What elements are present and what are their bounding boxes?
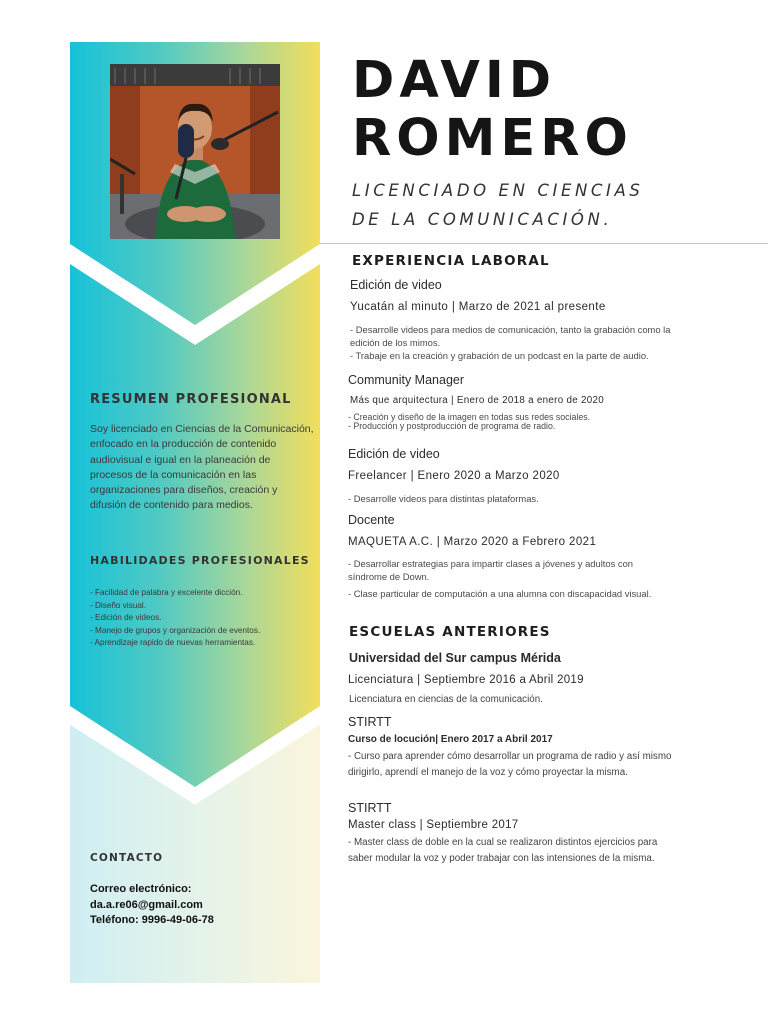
job-detail: - Desarrolle videos para distintas plataformas. xyxy=(348,493,539,504)
school-institution: STIRTT xyxy=(348,715,392,729)
resumen-text: Soy licenciado en Ciencias de la Comunicación, enfocado en la producción de contenido audiovisual e igual en la planeación de procesos de la comunicación en las organizaciones para diseños, creación y difusión de contenido para medios. xyxy=(90,423,314,512)
job-title xyxy=(352,176,643,234)
escuelas-title: ESCUELAS ANTERIORES xyxy=(349,624,551,640)
contacto-email[interactable]: da.a.re06@gmail.com xyxy=(90,898,203,911)
job-org: Yucatán al minuto | Marzo de 2021 al presente xyxy=(350,301,606,313)
header-divider xyxy=(320,243,768,244)
school-program: Licenciatura | Septiembre 2016 a Abril 2019 xyxy=(348,674,584,686)
resumen-title: RESUMEN PROFESIONAL xyxy=(90,392,292,407)
habilidad-item: - Diseño visual. xyxy=(90,600,146,610)
habilidades-title: HABILIDADES PROFESIONALES xyxy=(90,554,310,567)
school-description: - Curso para aprender cómo desarrollar un programa de radio y así mismo dirigirlo, aprendí el manejo de la voz y cómo proyectar la misma. xyxy=(348,751,672,778)
habilidad-item: - Aprendizaje rapido de nuevas herramientas. xyxy=(90,638,256,648)
school-program: Curso de locución| Enero 2017 a Abril 2017 xyxy=(348,734,553,745)
school-program: Master class | Septiembre 2017 xyxy=(348,819,519,831)
job-detail: - Clase particular de computación a una alumna con discapacidad visual. xyxy=(348,588,652,599)
job-org: MAQUETA A.C. | Marzo 2020 a Febrero 2021 xyxy=(348,536,597,548)
job-role: Docente xyxy=(348,513,395,527)
job-title-line1: LICENCIADO EN CIENCIAS xyxy=(352,181,644,200)
profile-photo-illustration xyxy=(110,64,280,239)
habilidades-list xyxy=(90,587,310,650)
school-institution: Universidad del Sur campus Mérida xyxy=(349,651,561,665)
contacto-email-label: Correo electrónico: xyxy=(90,883,192,895)
habilidad-item: - Facilidad de palabra y excelente dicción. xyxy=(90,588,243,597)
profile-photo xyxy=(110,64,280,239)
contacto-block xyxy=(90,882,315,929)
job-detail: - Creación y diseño de la imagen en todas sus redes sociales. xyxy=(348,412,591,422)
contacto-phone[interactable]: Teléfono: 9996-49-06-78 xyxy=(90,914,214,926)
job-title-line2: DE LA COMUNICACIÓN. xyxy=(352,210,613,229)
job-detail: - Producción y postproducción de programa de radio. xyxy=(348,421,556,431)
job-role: Edición de video xyxy=(350,278,442,292)
name-first: DAVID xyxy=(352,51,557,110)
job-role: Edición de video xyxy=(348,447,440,461)
habilidad-item: - Manejo de grupos y organización de eventos. xyxy=(90,625,261,635)
job-org: Más que arquitectura | Enero de 2018 a enero de 2020 xyxy=(350,395,604,406)
job-detail: - Desarrollar estrategias para impartir clases a jóvenes y adultos con síndrome de Down. xyxy=(348,558,634,582)
contacto-title: CONTACTO xyxy=(90,852,164,864)
job-detail: - Desarrolle videos para medios de comunicación, tanto la grabación como la edición de los mimos. xyxy=(350,324,671,348)
job-detail: - Trabaje en la creación y grabación de un podcast en la parte de audio. xyxy=(350,350,649,361)
experiencia-title: EXPERIENCIA LABORAL xyxy=(352,253,550,269)
job-org: Freelancer | Enero 2020 a Marzo 2020 xyxy=(348,470,560,482)
habilidad-item: - Edición de videos. xyxy=(90,613,162,623)
school-description: Licenciatura en ciencias de la comunicación. xyxy=(349,694,543,705)
school-description: - Master class de doble en la cual se realizaron distintos ejercicios para saber modular la voz y poder trabajar con las intensiones de la misma. xyxy=(348,837,658,864)
school-institution: STIRTT xyxy=(348,801,392,815)
job-role: Community Manager xyxy=(348,373,465,387)
name-last: ROMERO xyxy=(352,109,633,168)
sidebar xyxy=(70,42,320,983)
person-name xyxy=(352,52,633,168)
